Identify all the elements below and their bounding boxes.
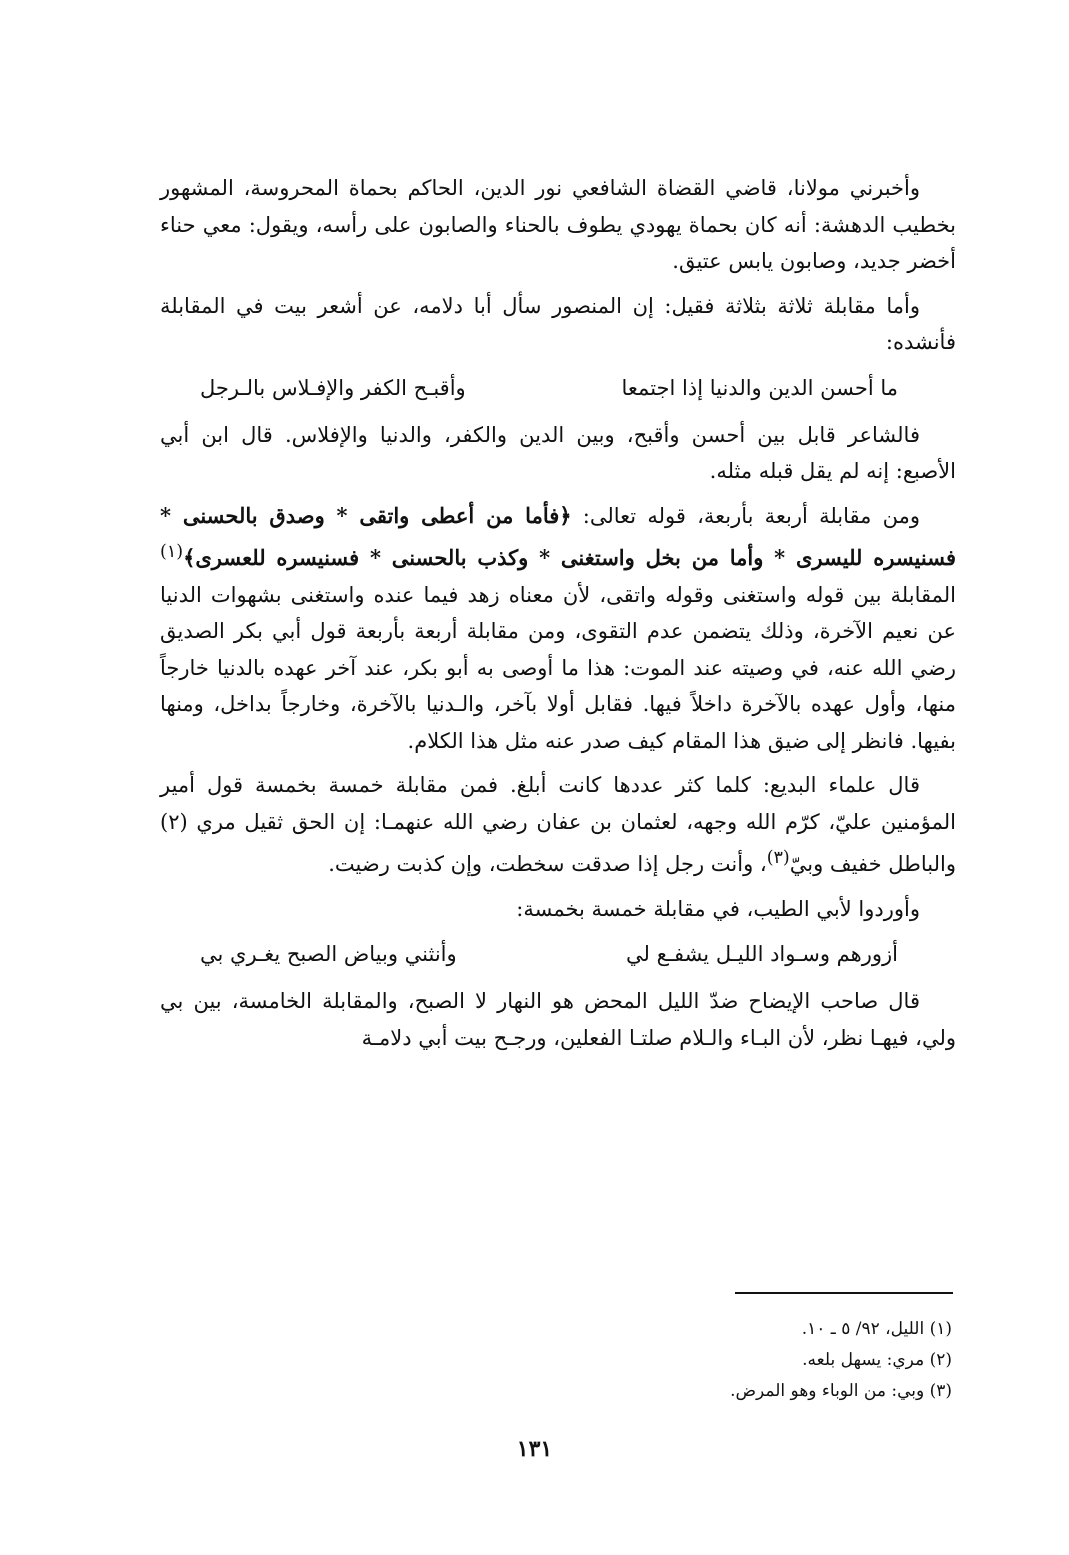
verse-2 bbox=[160, 935, 956, 973]
paragraph-7: قال صاحب الإيضاح ضدّ الليل المحض هو النهار لا الصبح، والمقابلة الخامسة، بين بي ولي، فيهـا نظر، لأن البـاء والـلام صلتـا الفعلين، ورجـح بيت أبي دلامـة bbox=[160, 989, 956, 1050]
paragraph-2: وأما مقابلة ثلاثة بثلاثة فقيل: إن المنصور سأل أبا دلامه، عن أشعر بيت في المقابلة فأنشده: bbox=[160, 293, 956, 354]
verse-2-first-hemistich: أزورهم وسـواد الليـل يشفـع لي bbox=[626, 942, 898, 966]
verse-1-second-hemistich: وأقبـح الكفر والإفـلاس بالـرجل bbox=[200, 375, 466, 400]
verse-1 bbox=[160, 369, 956, 407]
paragraph-6: وأوردوا لأبي الطيب، في مقابلة خمسة بخمسة: bbox=[516, 896, 920, 921]
paragraph-4 bbox=[160, 498, 956, 760]
footnotes bbox=[500, 1314, 952, 1407]
paragraph-5-part-b: والباطل خفيف وبيّ bbox=[789, 852, 956, 876]
paragraph-5 bbox=[160, 767, 956, 883]
footnote-1: (١) الليل، ٩٢/ ٥ ـ ١٠. bbox=[801, 1319, 952, 1339]
paragraph-4-body: المقابلة بين قوله واستغنى وقوله واتقى، لأن معناه زهد فيما عنده واستغنى بشهوات الدنيا عن نعيم الآخرة، وذلك يتضمن عدم التقوى، ومن مقابلة أربعة بأربعة قول أبي بكر الصديق رضي الله عنه، في وصيته عند الموت: هذا ما أوصى به أبو بكر، عند آخر عهده بالدنيا خارجاً منها، وأول عهده بالآخرة داخلاً فيها. فقابل أولا بآخر، والـدنيا بالآخرة، وخارجاً بداخل، ومنها بفيها. فانظر إلى ضيق هذا المقام كيف صدر عنه مثل هذا الكلام. bbox=[160, 582, 956, 753]
footnote-ref-1: (١) bbox=[160, 542, 184, 562]
footnote-divider bbox=[735, 1292, 953, 1294]
main-text bbox=[160, 170, 956, 1064]
footnote-ref-2: (٢) bbox=[160, 809, 197, 834]
page-number: ١٣١ bbox=[516, 1436, 553, 1462]
paragraph-5-part-a: قال علماء البديع: كلما كثر عددها كانت أبلغ. فمن مقابلة خمسة بخمسة قول أمير المؤمنين عليّ، كرّم الله وجهه، لعثمان بن عفان رضي الله عنهمـا: إن الحق ثقيل مري bbox=[160, 773, 956, 834]
paragraph-5-part-c: ، وأنت رجل إذا صدقت سخطت، وإن كذبت رضيت. bbox=[328, 852, 767, 876]
quran-verse: ﴿فأما من أعطى واتقى * وصدق بالحسنى * فسنيسره لليسرى * وأما من بخل واستغنى * وكذب بالحسنى * فسنيسره للعسرى﴾ bbox=[160, 502, 956, 570]
paragraph-3: فالشاعر قابل بين أحسن وأقبح، وبين الدين والكفر، والدنيا والإفلاس. قال ابن أبي الأصبع: إنه لم يقل قبله مثله. bbox=[160, 422, 956, 483]
verse-2-second-hemistich: وأنثني وبياض الصبح يغـري بي bbox=[200, 942, 457, 966]
verse-1-first-hemistich: ما أحسن الدين والدنيا إذا اجتمعا bbox=[621, 375, 898, 400]
footnote-ref-3: (٣) bbox=[766, 848, 790, 868]
paragraph-1: وأخبرني مولانا، قاضي القضاة الشافعي نور الدين، الحاكم بحماة المحروسة، المشهور بخطيب الدهشة: أنه كان بحماة يهودي يطوف بالحناء والصابون على رأسه، ويقول: معي حناء أخضر جديد، وصابون يابس عتيق. bbox=[160, 176, 956, 273]
paragraph-4-intro: ومن مقابلة أربعة بأربعة، قوله تعالى: bbox=[571, 503, 920, 528]
footnote-2: (٢) مري: يسهل بلعه. bbox=[802, 1350, 952, 1370]
footnote-3: (٣) وبي: من الوباء وهو المرض. bbox=[730, 1381, 952, 1401]
